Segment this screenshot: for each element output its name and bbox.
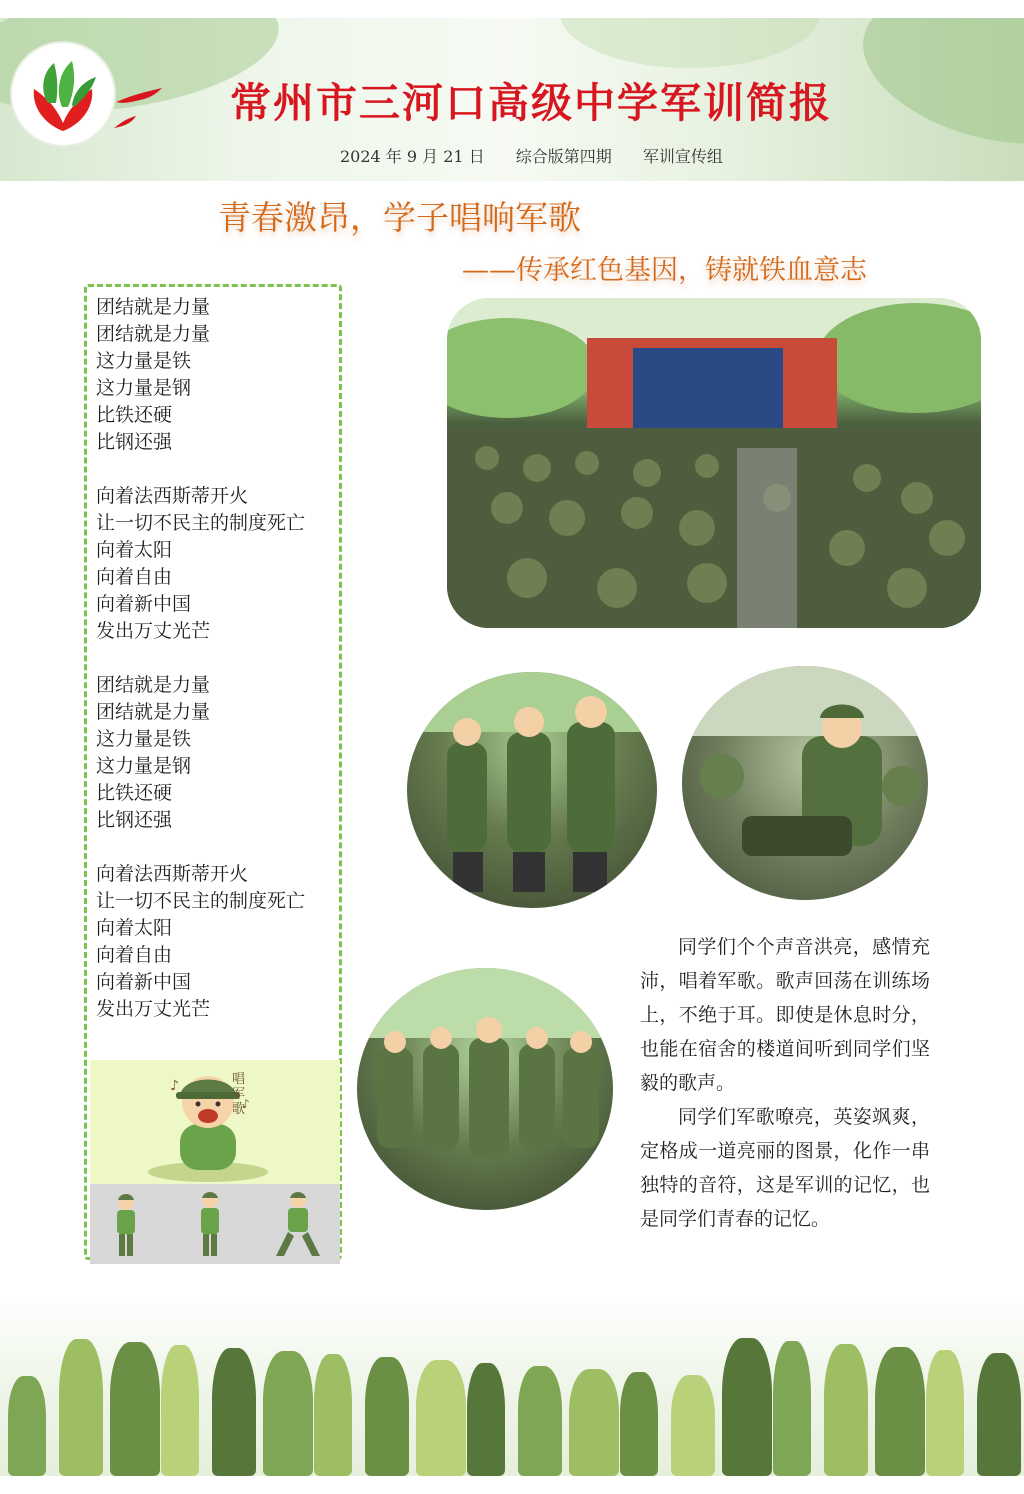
issue-number: 综合版第四期 [515, 147, 612, 166]
lyrics-stanza-break [96, 834, 336, 861]
soldier-silhouette [314, 1354, 352, 1476]
lyrics-line: 这力量是铁 [96, 350, 192, 372]
lyrics-line: 比钢还强 [96, 809, 173, 831]
lyrics-line: 团结就是力量 [96, 323, 211, 345]
lyrics-line: 团结就是力量 [96, 701, 211, 723]
soldier-silhouette [365, 1357, 409, 1476]
lyrics-line: 向着自由 [96, 944, 173, 966]
singing-students-photo [407, 672, 657, 908]
lyrics-line: 发出万丈光芒 [96, 998, 211, 1020]
svg-text:♪: ♪ [170, 1078, 179, 1094]
lyrics-line: 向着法西斯蒂开火 [96, 863, 249, 885]
stage-scene-icon [447, 298, 981, 628]
lyrics-line: 向着新中国 [96, 593, 192, 615]
lyrics-line: 这力量是钢 [96, 377, 192, 399]
training-ground-photo [357, 968, 613, 1210]
soldier-silhouette [467, 1363, 505, 1476]
students-singing-icon [407, 672, 657, 908]
seated-students-photo [682, 666, 928, 900]
lyrics-line: 比钢还强 [96, 431, 173, 453]
soldier-silhouette [875, 1347, 925, 1476]
school-logo [12, 43, 114, 145]
lyrics-stanza-break [96, 645, 336, 672]
soldier-silhouette [110, 1342, 160, 1476]
lyrics-line: 这力量是铁 [96, 728, 192, 750]
soldier-silhouette [569, 1369, 619, 1476]
lyrics-line: 让一切不民主的制度死亡 [96, 512, 306, 534]
singing-soldier-icon [90, 1060, 340, 1184]
issue-info [340, 144, 860, 168]
drill-cartoon-strip [90, 1184, 340, 1264]
lyrics-line: 这力量是钢 [96, 755, 192, 777]
students-seated-icon [682, 666, 928, 900]
red-bird-icon [110, 78, 180, 138]
lyrics-line: 比铁还硬 [96, 782, 173, 804]
lyrics-line: 让一切不民主的制度死亡 [96, 890, 306, 912]
drill-soldiers-icon [90, 1184, 340, 1264]
issue-date: 2024 年 9 月 21 日 [340, 147, 485, 166]
soldier-silhouette [926, 1350, 964, 1476]
lyrics-line: 向着新中国 [96, 971, 192, 993]
lyrics-line: 比铁还硬 [96, 404, 173, 426]
soldier-silhouette [161, 1345, 199, 1476]
lyrics-line: 向着自由 [96, 566, 173, 588]
soldier-silhouette [620, 1372, 658, 1476]
lyrics-line: 向着法西斯蒂开火 [96, 485, 249, 507]
soldier-silhouette [518, 1366, 562, 1476]
lyrics-line: 团结就是力量 [96, 296, 211, 318]
singing-soldier-cartoon [90, 1060, 340, 1184]
newsletter-title: 常州市三河口高级中学军训简报 [230, 79, 832, 127]
soldier-silhouette [416, 1360, 466, 1476]
soldier-silhouette [212, 1348, 256, 1476]
issue-team: 军训宣传组 [642, 147, 723, 166]
soldier-silhouette [59, 1339, 103, 1476]
lyrics-line: 向着太阳 [96, 917, 173, 939]
soldier-silhouette [773, 1341, 811, 1476]
article-headline: 青春激昂，学子唱响军歌 [218, 198, 581, 237]
soldier-silhouette [977, 1353, 1021, 1476]
footer-soldiers-silhouette [0, 1296, 1024, 1476]
soldier-silhouette [671, 1375, 715, 1476]
article-subheadline: ——传承红色基因，铸就铁血意志 [462, 255, 867, 286]
soldier-silhouette [263, 1351, 313, 1476]
leaf-decoration [560, 18, 820, 68]
lyrics-stanza-break [96, 456, 336, 483]
students-group-icon [357, 968, 613, 1210]
lyrics-line: 发出万丈光芒 [96, 620, 211, 642]
svg-text:♪: ♪ [242, 1097, 250, 1111]
article-body [640, 930, 930, 1236]
auditorium-photo [447, 298, 981, 628]
article-paragraph: 同学们军歌嘹亮，英姿飒爽，定格成一道亮丽的图景，化作一串独特的音符，这是军训的记忆，也是同学们青春的记忆。 [640, 1106, 930, 1230]
soldier-silhouette [824, 1344, 868, 1476]
soldier-silhouette [722, 1338, 772, 1476]
article-paragraph: 同学们个个声音洪亮，感情充沛，唱着军歌。歌声回荡在训练场上，不绝于耳。即使是休息时分，也能在宿舍的楼道间听到同学们坚毅的歌声。 [640, 936, 930, 1094]
cartoon-caption: 唱军歌 [232, 1072, 246, 1117]
soldier-silhouette [8, 1376, 46, 1476]
lyrics-line: 向着太阳 [96, 539, 173, 561]
lyrics-line: 团结就是力量 [96, 674, 211, 696]
logo-emblem-icon [12, 43, 114, 145]
lyrics-text [96, 294, 336, 1023]
